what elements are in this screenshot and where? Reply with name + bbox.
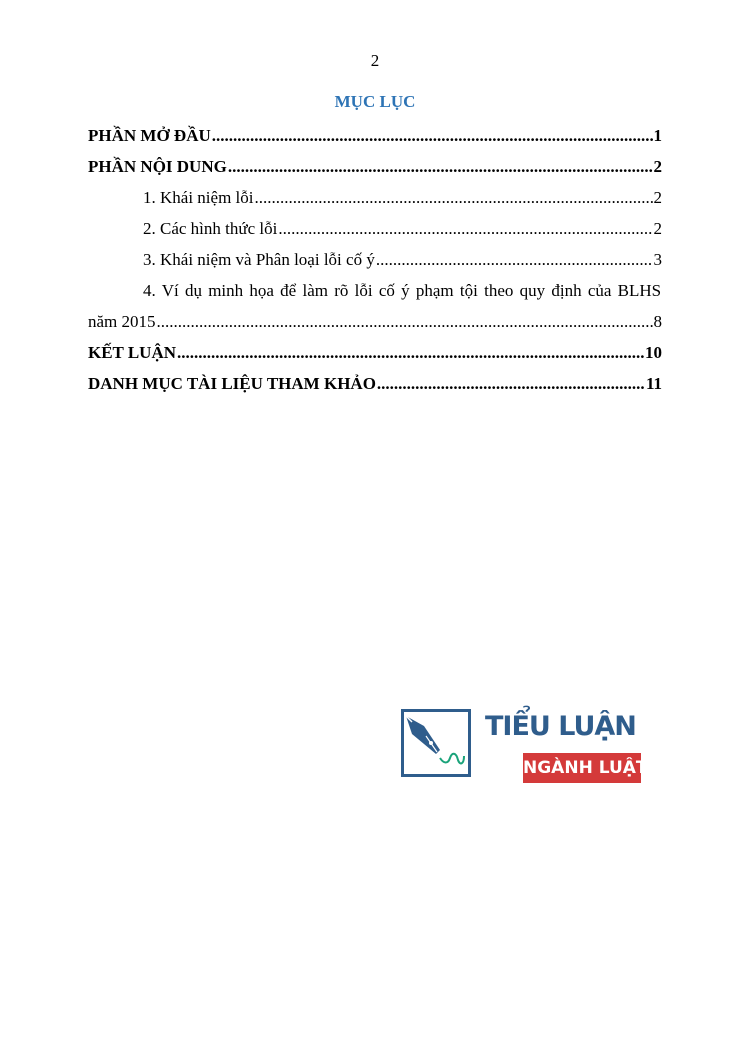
toc-entry[interactable] <box>88 120 662 151</box>
toc-label-line1: 4. Ví dụ minh họa để làm rõ lỗi cố ý phạm tội theo quy định của BLHS <box>143 281 662 300</box>
dot-leader <box>376 244 653 275</box>
logo-line2-badge <box>523 753 648 783</box>
toc-label: 1. Khái niệm lỗi <box>143 188 254 207</box>
toc-page: 8 <box>653 312 662 331</box>
fountain-pen-icon <box>401 709 471 777</box>
toc-entry[interactable] <box>88 337 662 368</box>
toc-label-line2: năm 2015 <box>88 312 156 331</box>
toc-label: 3. Khái niệm và Phân loại lỗi cố ý <box>143 250 375 269</box>
logo-line1: TIỂU LUẬN <box>485 711 636 742</box>
toc-label: DANH MỤC TÀI LIỆU THAM KHẢO <box>88 374 376 393</box>
dot-leader <box>377 368 645 399</box>
toc-page: 3 <box>653 250 662 269</box>
dot-leader <box>157 306 653 337</box>
toc-entry[interactable] <box>88 182 662 213</box>
toc-entry[interactable] <box>88 275 662 337</box>
toc-title: MỤC LỤC <box>334 92 416 111</box>
table-of-contents <box>88 120 662 399</box>
toc-page: 1 <box>653 126 662 145</box>
toc-entry[interactable] <box>88 151 662 182</box>
toc-page: 11 <box>645 374 662 393</box>
toc-entry[interactable] <box>88 244 662 275</box>
toc-page: 2 <box>653 219 662 238</box>
dot-leader <box>212 120 653 151</box>
toc-entry[interactable] <box>88 368 662 399</box>
dot-leader <box>177 337 644 368</box>
logo-line2: NGÀNH LUẬT <box>523 758 648 778</box>
toc-label: 2. Các hình thức lỗi <box>143 219 278 238</box>
dot-leader <box>278 213 652 244</box>
toc-label: PHẦN NỘI DUNG <box>88 157 227 176</box>
toc-page: 2 <box>653 157 662 176</box>
tieu-luan-nganh-luat-logo <box>401 707 651 785</box>
dot-leader <box>228 151 653 182</box>
toc-entry[interactable] <box>88 213 662 244</box>
toc-page: 10 <box>645 343 662 362</box>
toc-label: KẾT LUẬN <box>88 343 177 362</box>
dot-leader <box>254 182 652 213</box>
toc-page: 2 <box>653 188 662 207</box>
page-number: 2 <box>370 51 380 70</box>
toc-label: PHẦN MỞ ĐẦU <box>88 126 211 145</box>
